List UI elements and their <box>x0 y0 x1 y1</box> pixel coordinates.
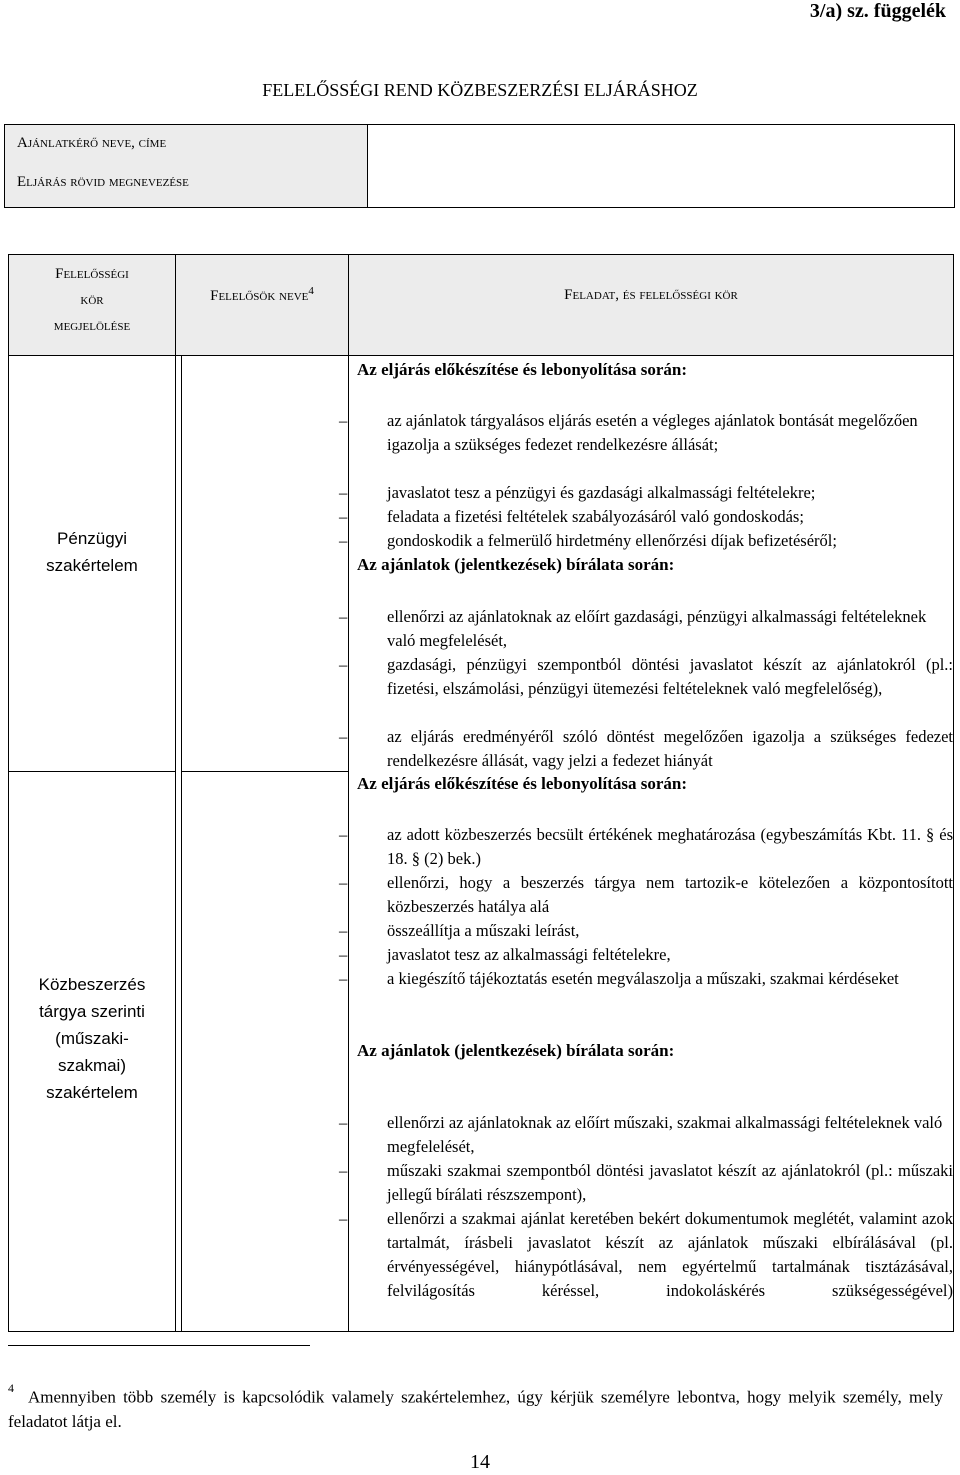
row2-label-line4: szakmai) <box>57 1056 126 1075</box>
task-text: összeállítja a műszaki leírást, <box>387 921 580 940</box>
header-tasks <box>349 255 953 356</box>
task-item <box>339 505 953 529</box>
task-text: gondoskodik a felmerülő hirdetmény ellenőrzési díjak befizetéséről; <box>387 531 837 550</box>
section-heading-evaluation: Az ajánlatok (jelentkezések) bírálata során: <box>357 1041 675 1060</box>
row2-label-line5: szakértelem <box>46 1083 138 1102</box>
row2-label-line3: (műszaki- <box>55 1029 129 1048</box>
task-item <box>339 529 953 553</box>
row-divider-col2 <box>181 771 348 772</box>
dash-glyph: – <box>339 1161 348 1180</box>
task-item <box>339 919 953 943</box>
task-item <box>339 409 953 457</box>
row1-label-line2: szakértelem <box>46 556 138 575</box>
dash-glyph: – <box>339 873 348 892</box>
dash-glyph: – <box>339 945 348 964</box>
appendix-label: 3/a) sz. függelék <box>809 0 946 22</box>
dash-glyph: – <box>339 531 348 550</box>
task-item <box>339 967 953 991</box>
task-item <box>339 823 953 871</box>
task-text: ellenőrzi, hogy a beszerzés tárgya nem tartozik-e kötelezően a központosított közbeszerzés hatálya alá <box>387 873 953 916</box>
task-text: az adott közbeszerzés becsült értékének meghatározása (egybeszámítás Kbt. 11. § és 18. § (2) bek.) <box>387 825 953 868</box>
page-number: 14 <box>470 1451 490 1473</box>
footnote-separator <box>8 1345 310 1346</box>
dash-glyph: – <box>339 655 348 674</box>
task-text: gazdasági, pénzügyi szempontból döntési javaslatot készít az ajánlatokról (pl.: fizetési, elszámolási, pénzügyi ütemezési feltételeknek való megfelelőség), <box>387 655 953 698</box>
dash-glyph: – <box>339 969 348 988</box>
row2-label-line2: tárgya szerinti <box>39 1002 145 1021</box>
task-text: feladata a fizetési feltételek szabályozásáról való gondoskodás; <box>387 507 804 526</box>
header-responsibility-area <box>9 255 176 356</box>
row2-label-line1: Közbeszerzés <box>38 975 146 994</box>
task-item <box>339 605 953 653</box>
header-col3-label: Feladat, és felelősségi kör <box>564 287 738 303</box>
task-item <box>339 1111 953 1159</box>
column-divider-1b <box>181 356 182 1331</box>
header-col2-label: Felelősök neve <box>210 288 309 304</box>
task-item <box>339 653 953 701</box>
dash-glyph: – <box>339 825 348 844</box>
task-item <box>339 481 953 505</box>
header-col1-line3: megjelölése <box>53 318 131 334</box>
header-responsible-names <box>176 255 349 356</box>
dash-glyph: – <box>339 1209 348 1228</box>
task-text: ellenőrzi az ajánlatoknak az előírt műszaki, szakmai alkalmassági feltételeknek való megfelelését, <box>387 1113 943 1156</box>
section-heading-preparation: Az eljárás előkészítése és lebonyolítása során: <box>357 774 688 793</box>
dash-glyph: – <box>339 607 348 626</box>
task-text: javaslatot tesz a pénzügyi és gazdasági alkalmassági feltételekre; <box>387 483 816 502</box>
task-text: az ajánlatok tárgyalásos eljárás esetén a végleges ajánlatok bontását megelőzően igazolja a szükséges fedezet rendelkezésre állását; <box>387 411 918 454</box>
row-label-technical <box>9 971 175 1106</box>
row-label-financial <box>9 525 175 579</box>
dash-glyph: – <box>339 507 348 526</box>
dash-glyph: – <box>339 727 348 746</box>
row-divider-col1 <box>9 771 175 772</box>
dash-glyph: – <box>339 1113 348 1132</box>
section-heading-evaluation: Az ajánlatok (jelentkezések) bírálata során: <box>357 555 675 574</box>
dash-glyph: – <box>339 483 348 502</box>
task-item <box>339 725 953 773</box>
task-item <box>339 871 953 919</box>
issuer-label: Ajánlatkérő neve, címe <box>17 135 167 151</box>
procedure-info-box <box>4 124 955 208</box>
task-item <box>339 1207 953 1303</box>
document-title: FELELŐSSÉGI REND KÖZBESZERZÉSI ELJÁRÁSHOZ <box>262 80 698 100</box>
footnote-text: Amennyiben több személy is kapcsolódik valamely szakértelemhez, úgy kérjük személyre lebontva, hogy melyik személy, mely feladatot látja el. <box>8 1387 943 1431</box>
task-text: műszaki szakmai szempontból döntési javaslatot készít az ajánlatokról (pl.: műszaki jellegű bírálati részszempont), <box>387 1161 953 1204</box>
dash-glyph: – <box>339 411 348 430</box>
row1-label-line1: Pénzügyi <box>57 529 127 548</box>
footnote <box>8 1380 943 1434</box>
task-text: javaslatot tesz az alkalmassági feltételekre, <box>387 945 671 964</box>
task-text: a kiegészítő tájékoztatás esetén megválaszolja a műszaki, szakmai kérdéseket <box>387 969 899 988</box>
responsibility-table <box>8 254 954 1332</box>
procedure-info-labels <box>5 125 368 207</box>
task-text: ellenőrzi a szakmai ajánlat keretében bekért dokumentumok meglétét, valamint azok tartalmát, írásbeli javaslatot készít az ajánlatok műszaki elbírálásával (pl. érvényességével, hiánypótlásával, nem egyértelmű tartalmának tisztázásával, felvilágosítás kéréssel, indokoláskérés szükségességével) <box>387 1209 953 1300</box>
footnote-number: 4 <box>8 1381 14 1395</box>
procedure-label: Eljárás rövid megnevezése <box>17 174 189 190</box>
header-col1-line2: kör <box>80 292 104 308</box>
footnote-ref: 4 <box>308 285 314 297</box>
task-text: ellenőrzi az ajánlatoknak az előírt gazdasági, pénzügyi alkalmassági feltételeknek való megfelelését, <box>387 607 927 650</box>
task-item <box>339 1159 953 1207</box>
section-heading-preparation: Az eljárás előkészítése és lebonyolítása során: <box>357 360 688 379</box>
column-divider-1 <box>175 356 176 1331</box>
header-col1-line1: Felelősségi <box>55 266 129 282</box>
task-item <box>339 943 953 967</box>
dash-glyph: – <box>339 921 348 940</box>
task-text: az eljárás eredményéről szóló döntést megelőzően igazolja a szükséges fedezet rendelkezésre állását, vagy jelzi a fedezet hiányát <box>387 727 953 770</box>
